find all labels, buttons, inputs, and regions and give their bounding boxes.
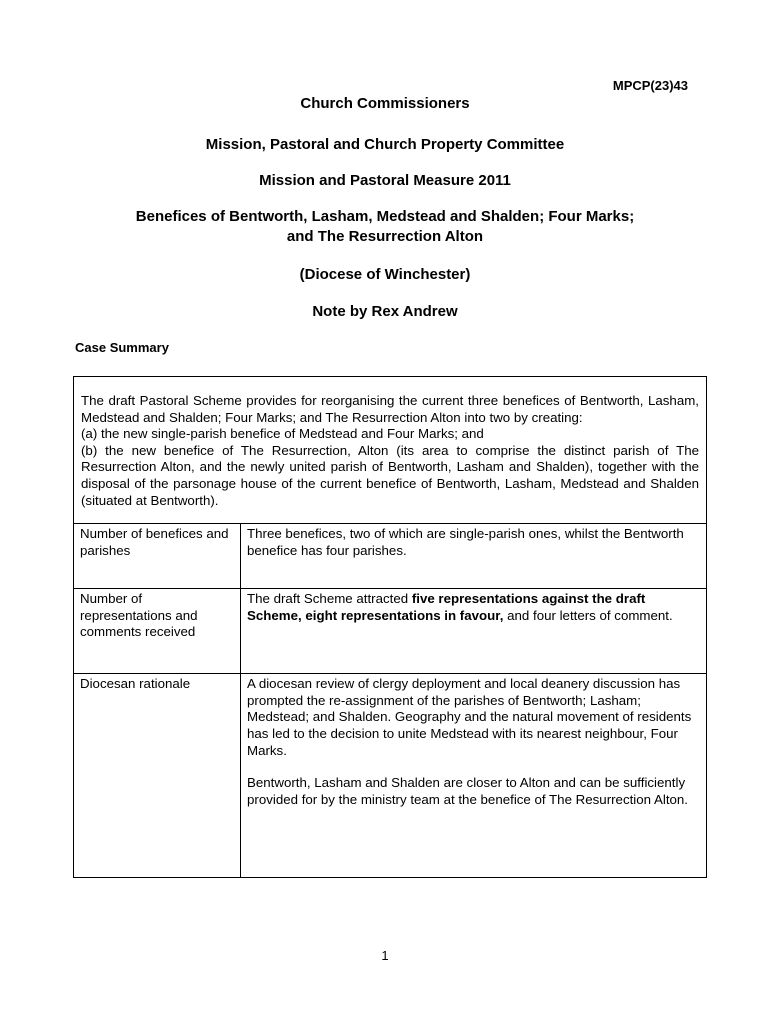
representations-suffix: and four letters of comment.	[503, 607, 673, 623]
row-label-benefices: Number of benefices and parishes	[74, 524, 241, 589]
benefices-heading-line1: Benefices of Bentworth, Lasham, Medstead and Shalden; Four Marks;	[135, 208, 635, 225]
case-summary-table	[73, 376, 707, 878]
row-value-rationale	[241, 674, 707, 878]
rationale-paragraph-2: Bentworth, Lasham and Shalden are closer to Alton and can be sufficiently provided for by the ministry team at the benefice of The Resurrection Alton.	[247, 775, 688, 807]
row-value-benefices: Three benefices, two of which are single-parish ones, whilst the Bentworth benefice has four parishes.	[241, 524, 707, 589]
document-reference: MPCP(23)43	[612, 78, 688, 93]
row-value-representations	[241, 589, 707, 674]
table-row	[74, 674, 707, 878]
row-label-rationale: Diocesan rationale	[74, 674, 241, 878]
commissioners-heading: Church Commissioners	[300, 95, 470, 112]
table-row	[74, 589, 707, 674]
intro-cell	[74, 377, 707, 524]
row-label-representations: Number of representations and comments received	[74, 589, 241, 674]
diocese-heading: (Diocese of Winchester)	[299, 266, 471, 283]
measure-heading: Mission and Pastoral Measure 2011	[259, 172, 511, 189]
intro-option-b: (b) the new benefice of The Resurrection, Alton (its area to comprise the distinct parish of The Resurrection Alton, and the newly united parish of Bentworth, Lasham and Shalden), together with the disposal of the parsonage house of the current benefice of Bentworth, Lasham, Medstead and Shalden (situated at Bentworth).	[81, 442, 699, 508]
note-by-heading: Note by Rex Andrew	[312, 303, 458, 320]
committee-heading: Mission, Pastoral and Church Property Committee	[205, 136, 565, 153]
intro-row	[74, 377, 707, 524]
representations-prefix: The draft Scheme attracted	[247, 591, 412, 607]
page-number: 1	[381, 948, 389, 963]
benefices-heading-line2: and The Resurrection Alton	[286, 228, 484, 245]
intro-option-a: (a) the new single-parish benefice of Medstead and Four Marks; and	[81, 426, 484, 442]
representations-counts: five representations against the draft Scheme, eight representations in favour,	[247, 591, 646, 623]
table-row	[74, 524, 707, 589]
intro-text: The draft Pastoral Scheme provides for reorganising the current three benefices of Bentworth, Lasham, Medstead and Shalden; Four Marks; and The Resurrection Alton into two by creating:	[81, 393, 699, 425]
rationale-paragraph-1: A diocesan review of clergy deployment and local deanery discussion has prompted the re-assignment of the parishes of Bentworth; Lasham; Medstead; and Shalden. Geography and the natural movement of residents has led to the decision to unite Medstead with its nearest neighbour, Four Marks.	[247, 676, 692, 758]
case-summary-label: Case Summary	[75, 340, 169, 355]
